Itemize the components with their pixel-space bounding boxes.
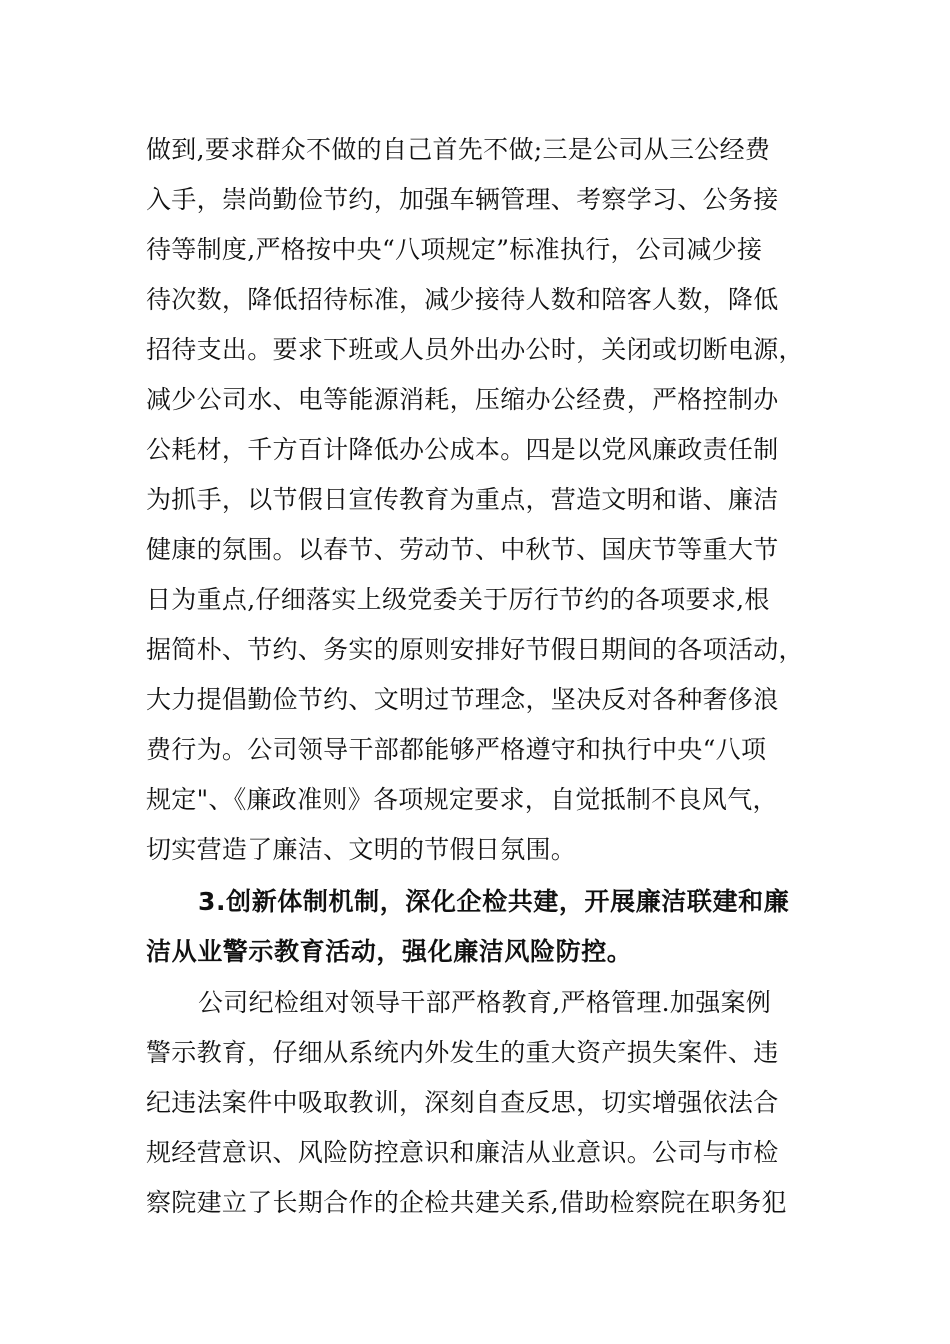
paragraph-line: 据简朴、节约、务实的原则安排好节假日期间的各项活动，: [146, 635, 804, 664]
paragraph-line: 切实营造了廉洁、文明的节假日氛围。: [146, 835, 577, 864]
section-heading-line: 洁从业警示教育活动，强化廉洁风险防控。: [146, 937, 633, 966]
section-heading-line: 3.创新体制机制，深化企检共建，开展廉洁联建和廉: [198, 887, 790, 916]
paragraph-line: 日为重点,仔细落实上级党委关于厉行节约的各项要求,根: [146, 585, 770, 614]
paragraph-line: 做到,要求群众不做的自己首先不做;三是公司从三公经费: [146, 135, 771, 164]
paragraph-line: 纪违法案件中吸取教训，深刻自查反思，切实增强依法合: [146, 1088, 779, 1117]
paragraph-line: 费行为。公司领导干部都能够严格遵守和执行中央“八项: [146, 735, 767, 764]
paragraph-line: 待次数，降低招待标准，减少接待人数和陪客人数，降低: [146, 285, 779, 314]
paragraph-line: 入手，崇尚勤俭节约，加强车辆管理、考察学习、公务接: [146, 185, 779, 214]
paragraph-line: 公耗材，千方百计降低办公成本。四是以党风廉政责任制: [146, 435, 779, 464]
paragraph-line: 减少公司水、电等能源消耗，压缩办公经费，严格控制办: [146, 385, 779, 414]
paragraph-line: 公司纪检组对领导干部严格教育,严格管理.加强案例: [198, 988, 772, 1017]
paragraph-line: 规经营意识、风险防控意识和廉洁从业意识。公司与市检: [146, 1138, 779, 1167]
paragraph-line: 规定"、《廉政准则》各项规定要求，自觉抵制不良风气，: [146, 785, 778, 814]
paragraph-line: 为抓手，以节假日宣传教育为重点，营造文明和谐、廉洁: [146, 485, 779, 514]
paragraph-line: 察院建立了长期合作的企检共建关系,借助检察院在职务犯: [146, 1188, 787, 1217]
paragraph-line: 大力提倡勤俭节约、文明过节理念，坚决反对各种奢侈浪: [146, 685, 779, 714]
paragraph-line: 招待支出。要求下班或人员外出办公时，关闭或切断电源，: [146, 335, 804, 364]
paragraph-line: 健康的氛围。以春节、劳动节、中秋节、国庆节等重大节: [146, 535, 779, 564]
paragraph-line: 待等制度,严格按中央“八项规定”标准执行，公司减少接: [146, 235, 763, 264]
paragraph-line: 警示教育，仔细从系统内外发生的重大资产损失案件、违: [146, 1038, 779, 1067]
